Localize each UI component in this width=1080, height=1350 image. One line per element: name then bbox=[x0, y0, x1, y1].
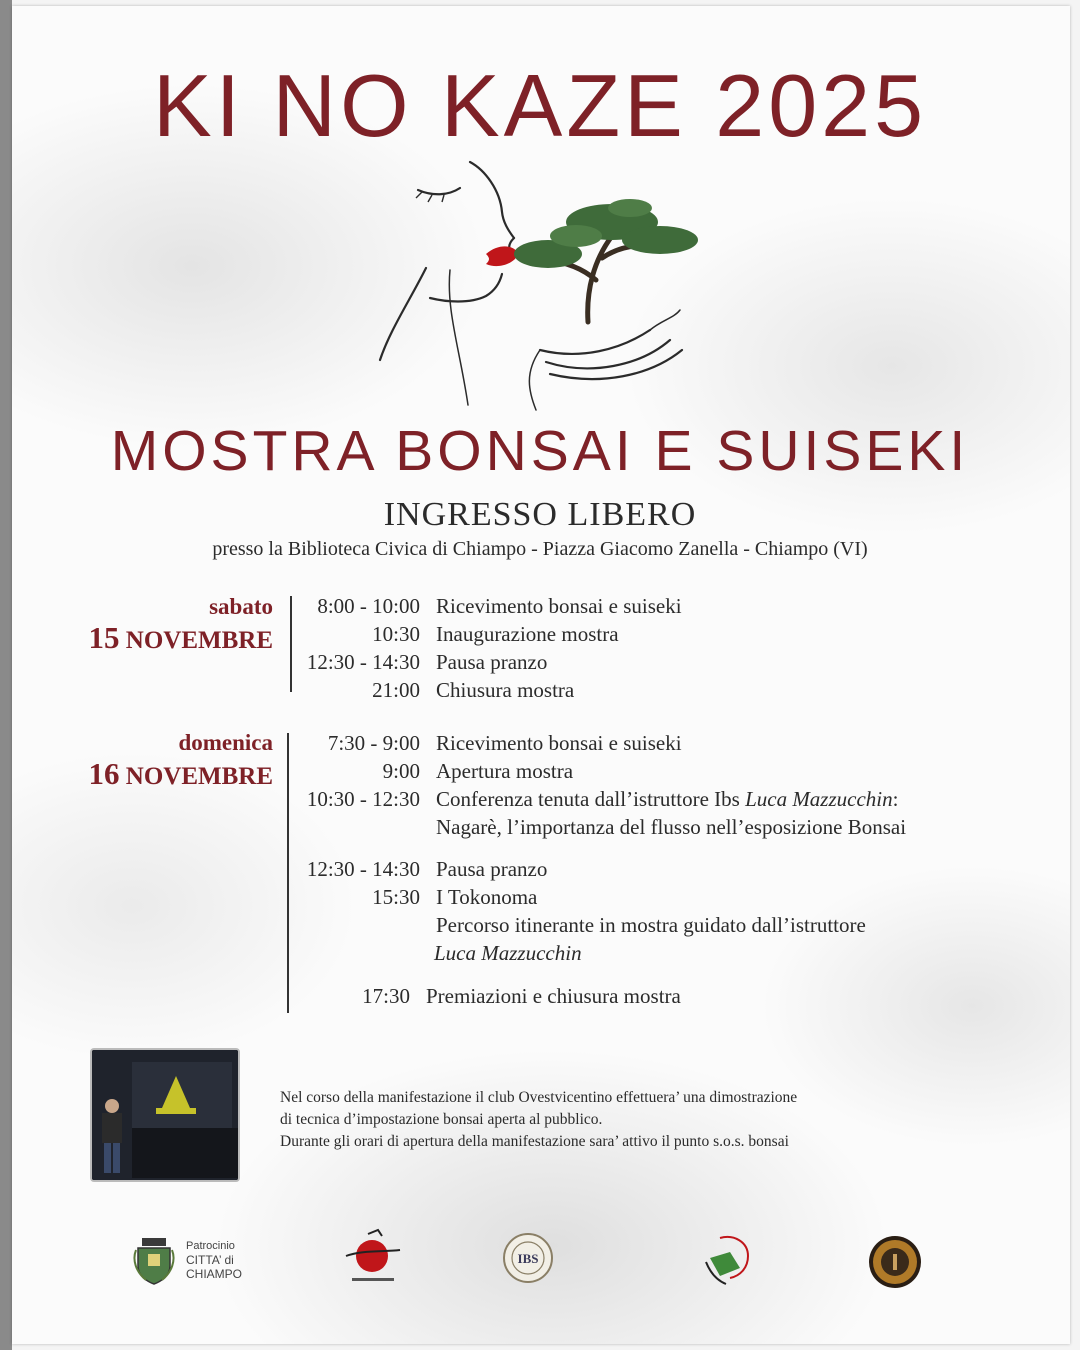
face-bonsai-illustration bbox=[350, 150, 730, 415]
coordinamento-logo-icon bbox=[700, 1232, 754, 1288]
day2-label bbox=[40, 730, 273, 792]
day2-weekday: domenica bbox=[178, 730, 273, 755]
schedule-time: 7:30 - 9:00 bbox=[327, 731, 420, 755]
chiampo-crest-icon bbox=[132, 1236, 176, 1286]
day1-divider bbox=[290, 596, 292, 692]
svg-text:IBS: IBS bbox=[517, 1251, 539, 1266]
schedule-desc: Ricevimento bonsai e suiseki bbox=[436, 731, 682, 755]
schedule-time: 15:30 bbox=[372, 885, 420, 909]
schedule-desc: Premiazioni e chiusura mostra bbox=[426, 984, 681, 1008]
schedule-desc: Nagarè, l’importanza del flusso nell’esposizione Bonsai bbox=[436, 815, 907, 839]
lips bbox=[486, 246, 518, 266]
schedule-desc: Pausa pranzo bbox=[436, 650, 548, 674]
note-line: Durante gli orari di apertura della manifestazione sara’ attivo il punto s.o.s. bonsai bbox=[280, 1133, 789, 1150]
schedule-desc: Apertura mostra bbox=[436, 759, 574, 783]
schedule-time: 10:30 bbox=[372, 622, 420, 646]
demonstration-photo bbox=[90, 1048, 240, 1182]
club-logo-icon bbox=[342, 1228, 404, 1288]
day2-date: 16 NOVEMBRE bbox=[88, 756, 273, 791]
schedule-time: 10:30 - 12:30 bbox=[306, 787, 420, 811]
note-line: di tecnica d’impostazione bonsai aperta al pubblico. bbox=[280, 1111, 603, 1128]
schedule-desc: Conferenza tenuta dall’istruttore Ibs Luca Mazzucchin: bbox=[436, 787, 899, 811]
day1-date: 15 NOVEMBRE bbox=[88, 620, 273, 655]
schedule-desc: Ricevimento bonsai e suiseki bbox=[436, 594, 682, 618]
associazione-seal-icon bbox=[860, 1234, 930, 1290]
demonstration-note bbox=[280, 1087, 797, 1153]
bonsai-tree-icon bbox=[514, 199, 698, 322]
exhibition-subtitle: MOSTRA BONSAI E SUISEKI bbox=[110, 419, 970, 483]
entry-label: INGRESSO LIBERO bbox=[383, 496, 697, 533]
venue-address: presso la Biblioteca Civica di Chiampo - Piazza Giacomo Zanella - Chiampo (VI) bbox=[212, 538, 868, 560]
schedule-desc: Chiusura mostra bbox=[436, 678, 575, 702]
face-outline bbox=[380, 162, 682, 410]
schedule-time: 17:30 bbox=[362, 984, 410, 1008]
page-edge bbox=[0, 0, 12, 1350]
patrocinio-label: Patrocinio CITTA’ di CHIAMPO bbox=[186, 1240, 243, 1281]
schedule-desc: Inaugurazione mostra bbox=[436, 622, 619, 646]
schedule-desc: Pausa pranzo bbox=[436, 857, 548, 881]
schedule-time: 9:00 bbox=[382, 759, 420, 783]
note-line: Nel corso della manifestazione il club Ovestvicentino effettuera’ una dimostrazione bbox=[280, 1089, 798, 1106]
day2-divider bbox=[287, 733, 289, 1013]
day1-label bbox=[40, 594, 273, 656]
schedule-time: 12:30 - 14:30 bbox=[306, 857, 420, 881]
schedule-desc: I Tokonoma bbox=[436, 885, 538, 909]
schedule-time: 12:30 - 14:30 bbox=[306, 650, 420, 674]
schedule-time: 21:00 bbox=[372, 678, 420, 702]
event-title: KI NO KAZE 2025 bbox=[152, 56, 928, 155]
schedule-desc: Percorso itinerante in mostra guidato dall’istruttore bbox=[436, 913, 866, 937]
ibs-seal-icon bbox=[502, 1232, 554, 1284]
closed-eye bbox=[418, 188, 460, 194]
schedule-desc-italic: Luca Mazzucchin bbox=[434, 941, 582, 965]
schedule-time: 8:00 - 10:00 bbox=[317, 594, 420, 618]
day1-weekday: sabato bbox=[209, 594, 273, 619]
